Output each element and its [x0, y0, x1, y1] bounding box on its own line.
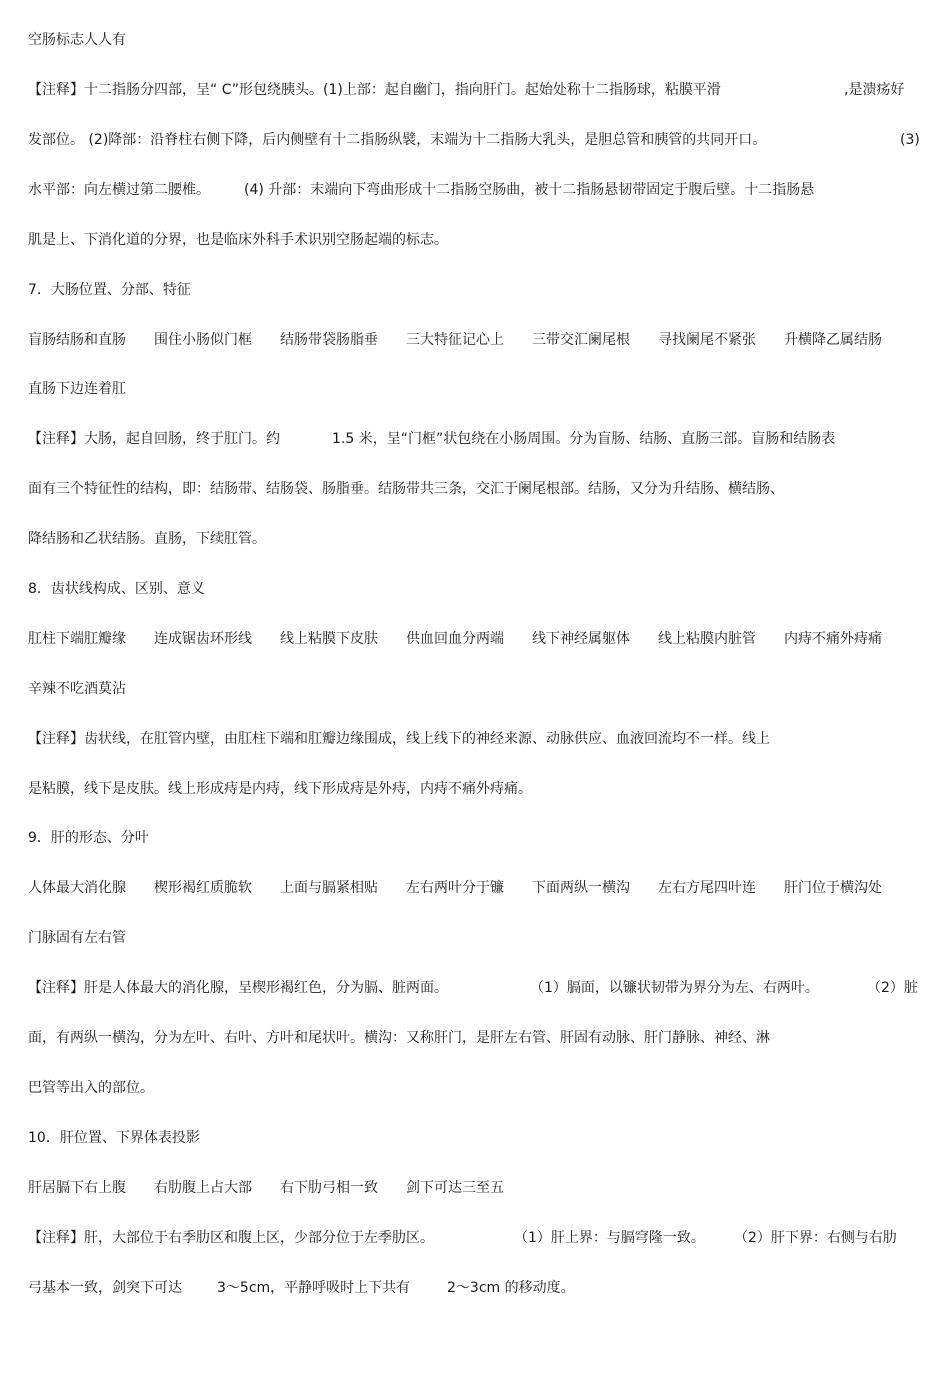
text-segment: （1）肝上界：与膈穹隆一致。 — [514, 1230, 705, 1246]
text-segment: 是粘膜，线下是皮肤。线上形成痔是内痔，线下形成痔是外痔，内痔不痛外痔痛。 — [28, 781, 532, 797]
verse-phrase: 盲肠结肠和直肠 — [28, 332, 126, 348]
verse-phrase: 右肋腹上占大部 — [154, 1180, 252, 1196]
annotation-line — [28, 1277, 575, 1299]
annotation-line — [28, 528, 266, 550]
verse-phrase: 肛柱下端肛瓣缘 — [28, 631, 126, 647]
text-segment: 3～5cm，平静呼吸时上下共有 — [217, 1280, 411, 1296]
text-line — [28, 29, 126, 51]
verse-phrase: 直肠下边连着肛 — [28, 381, 126, 397]
annotation-line — [28, 478, 784, 500]
text-segment: 面，有两纵一横沟，分为左叶、右叶、方叶和尾状叶。横沟：又称肝门，是肝左右管、肝固有动脉、肝门静脉、神经、淋 — [28, 1030, 770, 1046]
verse-line — [28, 378, 126, 400]
annotation-line — [28, 1027, 770, 1049]
verse-phrase: 下面两纵一横沟 — [532, 880, 630, 896]
text-segment: 10．肝位置、下界体表投影 — [28, 1130, 200, 1146]
verse-line — [28, 628, 882, 650]
annotation-line — [28, 129, 920, 151]
text-segment: （1）膈面，以镰状韧带为界分为左、右两叶。 — [530, 980, 819, 996]
section-heading — [28, 578, 205, 600]
verse-phrase: 左右方尾四叶连 — [658, 880, 756, 896]
text-segment: （2）脏 — [867, 980, 918, 996]
annotation-line — [28, 179, 815, 201]
text-segment: 面有三个特征性的结构，即：结肠带、结肠袋、肠脂垂。结肠带共三条，交汇于阑尾根部。结肠，又分为升结肠、横结肠、 — [28, 481, 784, 497]
annotation-line — [28, 79, 905, 101]
text-segment: 1.5 米，呈“门框”状包绕在小肠周围。分为盲肠、结肠、直肠三部。盲肠和结肠表 — [332, 431, 836, 447]
verse-phrase: 上面与膈紧相贴 — [280, 880, 378, 896]
verse-line — [28, 678, 126, 700]
text-segment: (3) — [900, 132, 920, 148]
verse-phrase: 寻找阑尾不紧张 — [658, 332, 756, 348]
text-segment: 肌是上、下消化道的分界，也是临床外科手术识别空肠起端的标志。 — [28, 232, 448, 248]
annotation-line — [28, 229, 448, 251]
annotation-line — [28, 1077, 154, 1099]
text-segment: ,是溃疡好 — [844, 82, 905, 98]
text-segment: 水平部：向左横过第二腰椎。 — [28, 182, 210, 198]
text-segment: (4) 升部：末端向下弯曲形成十二指肠空肠曲，被十二指肠悬韧带固定于腹后壁。十二指肠悬 — [244, 182, 815, 198]
verse-phrase: 线上粘膜下皮肤 — [280, 631, 378, 647]
annotation-line — [28, 977, 918, 999]
text-segment: 8．齿状线构成、区别、意义 — [28, 581, 205, 597]
annotation-line — [28, 1227, 897, 1249]
annotation-line — [28, 728, 770, 750]
verse-line — [28, 927, 126, 949]
verse-phrase: 三带交汇阑尾根 — [532, 332, 630, 348]
verse-phrase: 围住小肠似门框 — [154, 332, 252, 348]
verse-phrase: 肝门位于横沟处 — [784, 880, 882, 896]
text-segment: （2）肝下界：右侧与右肋 — [734, 1230, 897, 1246]
annotation-line — [28, 428, 836, 450]
text-segment: 9．肝的形态、分叶 — [28, 830, 149, 846]
verse-phrase: 人体最大消化腺 — [28, 880, 126, 896]
text-segment: 【注释】齿状线，在肛管内壁，由肛柱下端和肛瓣边缘围成，线上线下的神经来源、动脉供应、血液回流均不一样。线上 — [28, 731, 770, 747]
verse-phrase: 左右两叶分于镰 — [406, 880, 504, 896]
verse-phrase: 楔形褐红质脆软 — [154, 880, 252, 896]
verse-line — [28, 1177, 504, 1199]
text-segment: 【注释】肝是人体最大的消化腺，呈楔形褐红色，分为膈、脏两面。 — [28, 980, 448, 996]
section-heading — [28, 279, 191, 301]
text-segment: 7．大肠位置、分部、特征 — [28, 282, 191, 298]
text-segment: 【注释】十二指肠分四部，呈“ C”形包绕胰头。(1)上部：起自幽门，指向肝门。起始处称十二指肠球，粘膜平滑 — [28, 82, 721, 98]
text-segment: 【注释】大肠，起自回肠，终于肛门。约 — [28, 431, 280, 447]
verse-phrase: 三大特征记心上 — [406, 332, 504, 348]
verse-phrase: 内痔不痛外痔痛 — [784, 631, 882, 647]
annotation-line — [28, 778, 532, 800]
verse-phrase: 辛辣不吃酒莫沾 — [28, 681, 126, 697]
section-heading — [28, 1127, 200, 1149]
verse-line — [28, 329, 882, 351]
text-segment: 降结肠和乙状结肠。直肠，下续肛管。 — [28, 531, 266, 547]
section-heading — [28, 827, 149, 849]
text-segment: 2～3cm 的移动度。 — [447, 1280, 575, 1296]
verse-phrase: 结肠带袋肠脂垂 — [280, 332, 378, 348]
text-segment: 发部位。 (2)降部：沿脊柱右侧下降，后内侧壁有十二指肠纵襞，末端为十二指肠大乳头，是胆总管和胰管的共同开口。 — [28, 132, 767, 148]
text-segment: 巴管等出入的部位。 — [28, 1080, 154, 1096]
verse-line — [28, 877, 882, 899]
verse-phrase: 供血回血分两端 — [406, 631, 504, 647]
verse-phrase: 升横降乙属结肠 — [784, 332, 882, 348]
verse-phrase: 右下肋弓相一致 — [280, 1180, 378, 1196]
verse-phrase: 门脉固有左右管 — [28, 930, 126, 946]
verse-phrase: 线上粘膜内脏管 — [658, 631, 756, 647]
verse-phrase: 连成锯齿环形线 — [154, 631, 252, 647]
verse-phrase: 线下神经属躯体 — [532, 631, 630, 647]
text-segment: 空肠标志人人有 — [28, 32, 126, 48]
text-segment: 【注释】肝，大部位于右季肋区和腹上区，少部分位于左季肋区。 — [28, 1230, 434, 1246]
verse-phrase: 剑下可达三至五 — [406, 1180, 504, 1196]
verse-phrase: 肝居膈下右上腹 — [28, 1180, 126, 1196]
text-segment: 弓基本一致，剑突下可达 — [28, 1280, 182, 1296]
